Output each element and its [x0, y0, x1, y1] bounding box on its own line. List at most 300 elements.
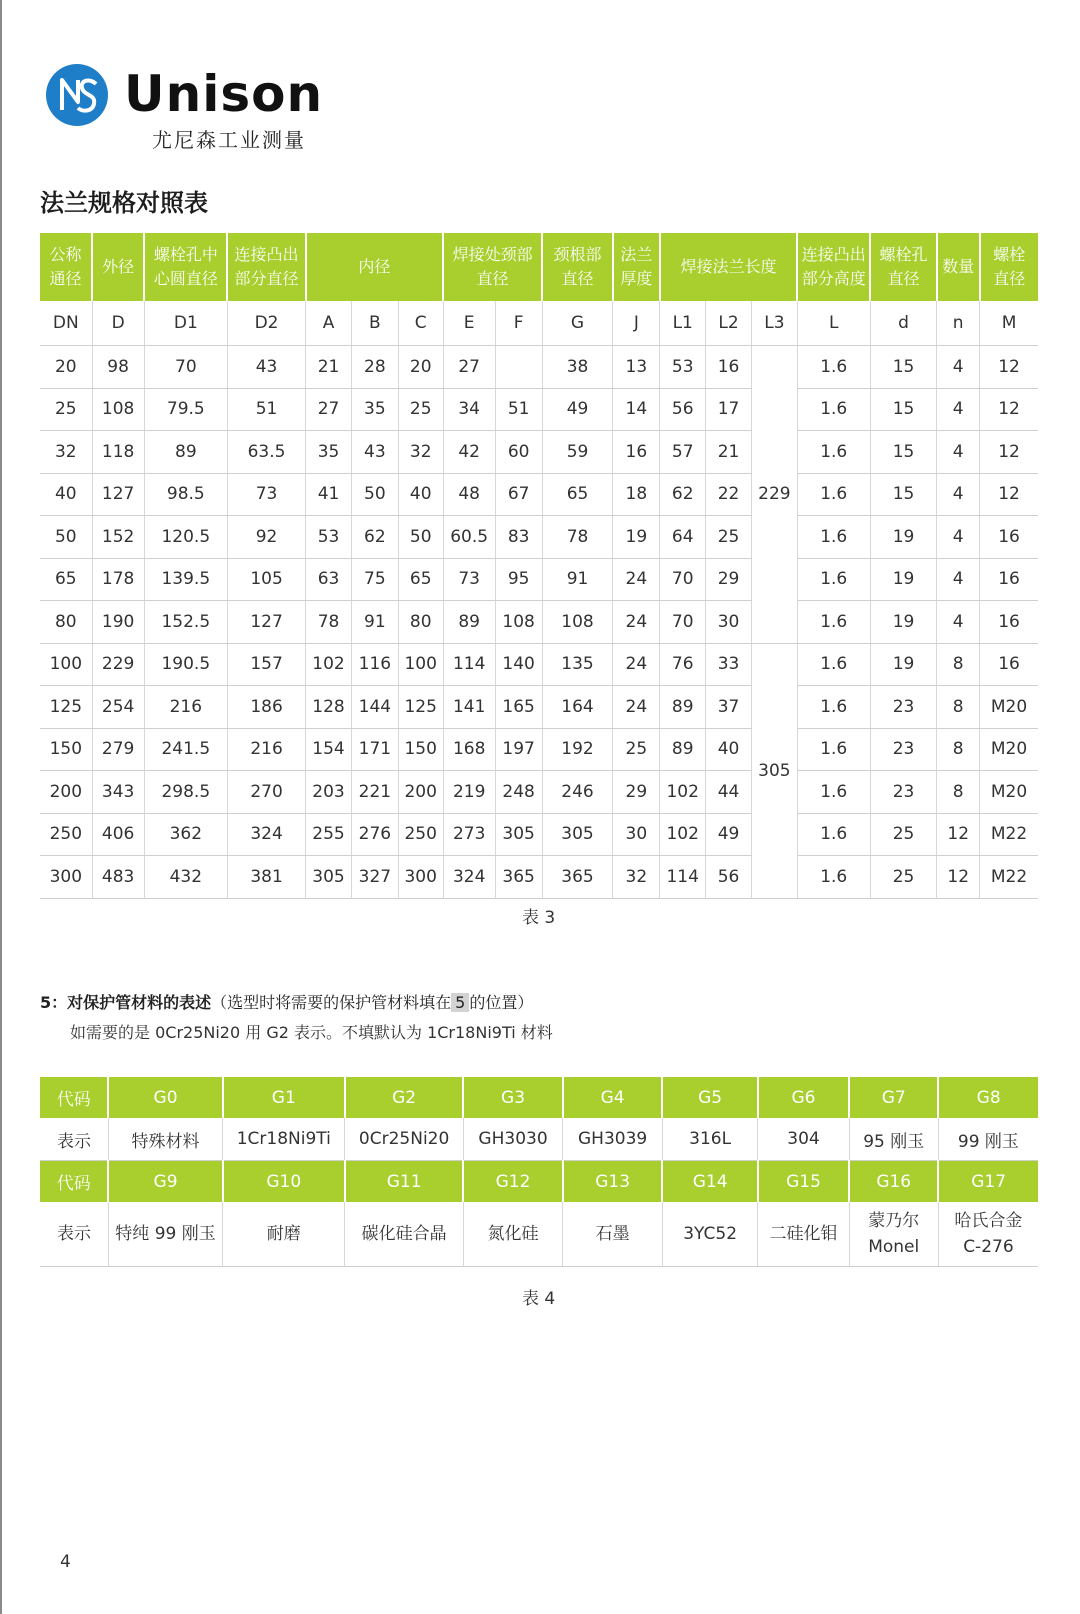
table-cell: 229 — [92, 643, 144, 686]
table-cell: 51 — [495, 388, 542, 431]
table-cell: 197 — [495, 728, 542, 771]
table-cell: 25 — [398, 388, 443, 431]
material-code-cell: G0 — [108, 1077, 222, 1118]
table-cell: 15 — [870, 431, 937, 474]
table-cell: 362 — [144, 813, 227, 856]
table-cell: 67 — [495, 473, 542, 516]
table-cell: 483 — [92, 856, 144, 899]
material-value-cell: 1Cr18Ni9Ti — [223, 1118, 345, 1161]
table-cell: 1.6 — [797, 856, 870, 899]
flange-spec-table — [40, 233, 1038, 899]
table-cell: 73 — [443, 558, 495, 601]
material-code-row — [40, 1161, 1038, 1203]
symbol-cell: D1 — [144, 301, 227, 346]
header-cell: 法兰 厚度 — [613, 233, 660, 301]
table-cell: 16 — [706, 346, 752, 389]
table-cell: 33 — [706, 643, 752, 686]
material-code-cell: G16 — [849, 1161, 938, 1203]
table-cell: 4 — [937, 346, 980, 389]
table-cell: 221 — [351, 771, 398, 814]
table-cell: 139.5 — [144, 558, 227, 601]
table-cell: 125 — [40, 686, 92, 729]
row-label: 代码 — [40, 1077, 108, 1118]
table-cell: 12 — [980, 431, 1038, 474]
header-cell: 连接凸出 部分高度 — [797, 233, 870, 301]
table-cell: 78 — [306, 601, 352, 644]
table-cell: M20 — [980, 771, 1038, 814]
symbol-cell: E — [443, 301, 495, 346]
table-cell: 305 — [306, 856, 352, 899]
table-cell: 73 — [227, 473, 305, 516]
material-code-cell: G13 — [563, 1161, 663, 1203]
table-cell: 157 — [227, 643, 305, 686]
header-cell: 内径 — [306, 233, 444, 301]
brand-name: Unison — [124, 65, 324, 123]
table-cell: 18 — [613, 473, 660, 516]
material-code-cell: G1 — [223, 1077, 345, 1118]
table-cell: 28 — [351, 346, 398, 389]
table-cell: 25 — [870, 813, 937, 856]
table-cell: 248 — [495, 771, 542, 814]
table-cell: 4 — [937, 601, 980, 644]
table-cell: 254 — [92, 686, 144, 729]
table-cell: 381 — [227, 856, 305, 899]
table-cell: 12 — [980, 473, 1038, 516]
table-cell: 141 — [443, 686, 495, 729]
table-cell: 219 — [443, 771, 495, 814]
table-cell: 324 — [227, 813, 305, 856]
header-cell: 连接凸出 部分直径 — [227, 233, 305, 301]
material-value-cell: GH3039 — [563, 1118, 663, 1161]
table-cell: 190 — [92, 601, 144, 644]
table-cell: 100 — [398, 643, 443, 686]
material-code-cell: G3 — [463, 1077, 563, 1118]
table-cell: 4 — [937, 388, 980, 431]
table-cell: 128 — [306, 686, 352, 729]
table-cell: 305 — [542, 813, 613, 856]
header-cell: 颈根部 直径 — [542, 233, 613, 301]
material-code-cell: G9 — [108, 1161, 222, 1203]
table-cell: 34 — [443, 388, 495, 431]
table-cell: 343 — [92, 771, 144, 814]
material-value-cell: 304 — [758, 1118, 849, 1161]
table-cell: 49 — [542, 388, 613, 431]
table-cell: 37 — [706, 686, 752, 729]
table-cell: 1.6 — [797, 346, 870, 389]
table-cell: 1.6 — [797, 643, 870, 686]
material-value-cell: 石墨 — [563, 1202, 663, 1267]
table-cell: 80 — [40, 601, 92, 644]
table-cell: 41 — [306, 473, 352, 516]
header-cell: 数量 — [937, 233, 980, 301]
table-row — [40, 771, 1038, 814]
table-cell: 12 — [980, 388, 1038, 431]
table-cell: 32 — [398, 431, 443, 474]
table-cell: 365 — [542, 856, 613, 899]
table-cell: 62 — [351, 516, 398, 559]
material-code-cell: G2 — [345, 1077, 463, 1118]
material-value-cell: 3YC52 — [662, 1202, 757, 1267]
material-value-row — [40, 1118, 1038, 1161]
table-cell: 16 — [980, 601, 1038, 644]
unison-logo — [44, 58, 364, 152]
header-cell: 外径 — [92, 233, 144, 301]
table-cell: 150 — [40, 728, 92, 771]
table-cell: 62 — [660, 473, 706, 516]
table-cell: 127 — [92, 473, 144, 516]
material-code-cell: G5 — [662, 1077, 757, 1118]
table-cell: 63.5 — [227, 431, 305, 474]
section-5-title-bold: 5：对保护管材料的表述 — [40, 993, 212, 1012]
table-cell: 70 — [144, 346, 227, 389]
material-value-cell: 碳化硅合晶 — [345, 1202, 463, 1267]
material-value-cell: 二硅化钼 — [758, 1202, 849, 1267]
table-cell: 64 — [660, 516, 706, 559]
table-cell: 140 — [495, 643, 542, 686]
row-label: 表示 — [40, 1202, 108, 1267]
table-cell: 23 — [870, 728, 937, 771]
table-cell: 14 — [613, 388, 660, 431]
table-cell: 241.5 — [144, 728, 227, 771]
table-cell: 92 — [227, 516, 305, 559]
l3-merged-cell: 229 — [751, 346, 797, 644]
table-cell: 78 — [542, 516, 613, 559]
table-cell: M20 — [980, 728, 1038, 771]
table-3-caption: 表 3 — [522, 908, 556, 928]
table-cell: 144 — [351, 686, 398, 729]
table-cell: 114 — [660, 856, 706, 899]
table-cell: 19 — [870, 601, 937, 644]
header-cell: 螺栓孔 直径 — [870, 233, 937, 301]
table-row — [40, 516, 1038, 559]
symbol-cell: L1 — [660, 301, 706, 346]
table-cell: 27 — [306, 388, 352, 431]
table-cell: 246 — [542, 771, 613, 814]
symbol-cell: B — [351, 301, 398, 346]
material-value-row — [40, 1202, 1038, 1267]
table-cell: 102 — [306, 643, 352, 686]
table-cell: 4 — [937, 473, 980, 516]
table-cell: 16 — [613, 431, 660, 474]
table-cell: 40 — [40, 473, 92, 516]
section-5-title-text-a: （选型时将需要的保护管材料填在 — [211, 993, 452, 1012]
row-label: 代码 — [40, 1161, 108, 1203]
table-cell: 4 — [937, 558, 980, 601]
table-cell: 8 — [937, 771, 980, 814]
page-number: 4 — [60, 1552, 71, 1572]
material-value-cell: 哈氏合金 C-276 — [938, 1202, 1038, 1267]
table-cell: 98.5 — [144, 473, 227, 516]
material-code-cell: G15 — [758, 1161, 849, 1203]
table-cell: 108 — [542, 601, 613, 644]
table-cell: 25 — [870, 856, 937, 899]
table-cell: 76 — [660, 643, 706, 686]
table-cell: 89 — [660, 686, 706, 729]
material-value-cell: 特殊材料 — [108, 1118, 222, 1161]
table-row — [40, 643, 1038, 686]
header-cell: 焊接法兰长度 — [660, 233, 797, 301]
table-cell: 65 — [40, 558, 92, 601]
table-cell: 40 — [398, 473, 443, 516]
table-row — [40, 686, 1038, 729]
symbol-cell: M — [980, 301, 1038, 346]
table-cell: 279 — [92, 728, 144, 771]
symbol-cell: D2 — [227, 301, 305, 346]
table-cell: 1.6 — [797, 771, 870, 814]
table-cell: 154 — [306, 728, 352, 771]
table-cell: 150 — [398, 728, 443, 771]
table-cell: 190.5 — [144, 643, 227, 686]
table-cell: 19 — [870, 643, 937, 686]
material-code-cell: G8 — [938, 1077, 1038, 1118]
table-cell: 116 — [351, 643, 398, 686]
table-cell: 53 — [660, 346, 706, 389]
table-cell: 12 — [980, 346, 1038, 389]
symbol-cell: L2 — [706, 301, 752, 346]
table-cell: 186 — [227, 686, 305, 729]
table-cell: 125 — [398, 686, 443, 729]
table-cell: 24 — [613, 686, 660, 729]
table-cell: 42 — [443, 431, 495, 474]
table-cell: 91 — [542, 558, 613, 601]
table-cell: 91 — [351, 601, 398, 644]
table-cell: 216 — [144, 686, 227, 729]
flange-table-body — [40, 301, 1038, 898]
table-cell: 12 — [937, 813, 980, 856]
table-cell: 327 — [351, 856, 398, 899]
table-cell: 20 — [40, 346, 92, 389]
symbol-cell: G — [542, 301, 613, 346]
symbol-cell: J — [613, 301, 660, 346]
table-cell: 24 — [613, 601, 660, 644]
table-cell: 38 — [542, 346, 613, 389]
table-cell: 29 — [706, 558, 752, 601]
table-cell: 56 — [706, 856, 752, 899]
table-cell: 19 — [870, 558, 937, 601]
row-label: 表示 — [40, 1118, 108, 1161]
table-row — [40, 601, 1038, 644]
table-cell: 105 — [227, 558, 305, 601]
table-cell: 1.6 — [797, 473, 870, 516]
table-cell: 16 — [980, 558, 1038, 601]
table-cell: 15 — [870, 473, 937, 516]
table-cell: 1.6 — [797, 431, 870, 474]
table-cell: 19 — [870, 516, 937, 559]
header-cell: 螺栓孔中 心圆直径 — [144, 233, 227, 301]
table-cell: 100 — [40, 643, 92, 686]
table-cell: 98 — [92, 346, 144, 389]
table-cell: 50 — [351, 473, 398, 516]
material-value-cell: 耐磨 — [223, 1202, 345, 1267]
flange-table-header-row — [40, 233, 1038, 301]
table-cell: 15 — [870, 388, 937, 431]
table-cell: 1.6 — [797, 728, 870, 771]
section-5-note: 如需要的是 0Cr25Ni20 用 G2 表示。不填默认为 1Cr18Ni9Ti 材料 — [70, 1023, 553, 1042]
table-cell: 89 — [660, 728, 706, 771]
material-value-cell: 氮化硅 — [463, 1202, 563, 1267]
table-4-caption: 表 4 — [522, 1289, 556, 1309]
table-cell: 365 — [495, 856, 542, 899]
page-title: 法兰规格对照表 — [40, 189, 208, 217]
table-cell: 60.5 — [443, 516, 495, 559]
table-row — [40, 856, 1038, 899]
symbol-cell: D — [92, 301, 144, 346]
table-cell: 192 — [542, 728, 613, 771]
table-cell: 43 — [227, 346, 305, 389]
table-cell: 65 — [398, 558, 443, 601]
table-cell: 56 — [660, 388, 706, 431]
table-row — [40, 431, 1038, 474]
table-cell: 25 — [613, 728, 660, 771]
table-cell: 8 — [937, 728, 980, 771]
table-cell: 21 — [706, 431, 752, 474]
table-cell: 200 — [40, 771, 92, 814]
table-cell: 70 — [660, 558, 706, 601]
section-5-highlight: 5 — [451, 993, 469, 1012]
table-cell: 25 — [706, 516, 752, 559]
table-row — [40, 813, 1038, 856]
material-value-cell: 特纯 99 刚玉 — [108, 1202, 222, 1267]
table-cell: 102 — [660, 771, 706, 814]
table-cell: 30 — [613, 813, 660, 856]
table-cell: 270 — [227, 771, 305, 814]
table-cell: 70 — [660, 601, 706, 644]
table-cell: 30 — [706, 601, 752, 644]
table-cell: 20 — [398, 346, 443, 389]
symbol-cell: DN — [40, 301, 92, 346]
table-cell: 13 — [613, 346, 660, 389]
table-cell: 216 — [227, 728, 305, 771]
table-cell: 65 — [542, 473, 613, 516]
symbol-cell: n — [937, 301, 980, 346]
header-cell: 公称 通径 — [40, 233, 92, 301]
page-left-border — [0, 0, 2, 1614]
table-cell: 108 — [92, 388, 144, 431]
table-cell: 15 — [870, 346, 937, 389]
table-cell: 432 — [144, 856, 227, 899]
table-cell: 19 — [613, 516, 660, 559]
symbol-cell: d — [870, 301, 937, 346]
material-code-cell: G11 — [345, 1161, 463, 1203]
table-cell: 29 — [613, 771, 660, 814]
table-cell: 83 — [495, 516, 542, 559]
table-cell: 1.6 — [797, 558, 870, 601]
table-cell: 1.6 — [797, 601, 870, 644]
symbol-cell: L3 — [751, 301, 797, 346]
flange-symbol-row — [40, 301, 1038, 346]
table-cell: 17 — [706, 388, 752, 431]
table-cell: 4 — [937, 431, 980, 474]
table-cell: 178 — [92, 558, 144, 601]
material-code-cell: G7 — [849, 1077, 938, 1118]
table-cell: 305 — [495, 813, 542, 856]
table-cell: 1.6 — [797, 516, 870, 559]
table-cell: 276 — [351, 813, 398, 856]
table-cell: 32 — [40, 431, 92, 474]
table-cell: 298.5 — [144, 771, 227, 814]
material-value-cell: 316L — [662, 1118, 757, 1161]
header-cell: 螺栓 直径 — [980, 233, 1038, 301]
table-cell: 89 — [144, 431, 227, 474]
table-cell: 32 — [613, 856, 660, 899]
material-code-cell: G17 — [938, 1161, 1038, 1203]
table-cell: 40 — [706, 728, 752, 771]
table-cell: 27 — [443, 346, 495, 389]
table-cell: 102 — [660, 813, 706, 856]
table-cell: 108 — [495, 601, 542, 644]
table-cell: 406 — [92, 813, 144, 856]
unison-logo-icon — [44, 62, 110, 128]
material-value-cell: 99 刚玉 — [938, 1118, 1038, 1161]
table-cell: 300 — [40, 856, 92, 899]
l3-merged-cell: 305 — [751, 643, 797, 898]
table-cell: 164 — [542, 686, 613, 729]
material-value-cell: GH3030 — [463, 1118, 563, 1161]
table-cell: 35 — [306, 431, 352, 474]
table-cell: 203 — [306, 771, 352, 814]
material-value-cell: 95 刚玉 — [849, 1118, 938, 1161]
material-code-cell: G10 — [223, 1161, 345, 1203]
table-cell: 23 — [870, 686, 937, 729]
table-cell: 21 — [306, 346, 352, 389]
table-cell: 8 — [937, 686, 980, 729]
table-cell: 95 — [495, 558, 542, 601]
table-cell: 200 — [398, 771, 443, 814]
table-cell: 60 — [495, 431, 542, 474]
material-value-cell: 0Cr25Ni20 — [345, 1118, 463, 1161]
table-cell: 168 — [443, 728, 495, 771]
table-cell: 8 — [937, 643, 980, 686]
header-cell: 焊接处颈部 直径 — [443, 233, 542, 301]
table-cell: 44 — [706, 771, 752, 814]
table-cell: 4 — [937, 516, 980, 559]
table-cell: 24 — [613, 643, 660, 686]
symbol-cell: L — [797, 301, 870, 346]
material-code-cell: G4 — [563, 1077, 663, 1118]
table-cell: 53 — [306, 516, 352, 559]
table-cell: 250 — [398, 813, 443, 856]
symbol-cell: A — [306, 301, 352, 346]
material-table-body — [40, 1077, 1038, 1267]
brand-subtitle: 尤尼森工业测量 — [152, 128, 306, 152]
symbol-cell: F — [495, 301, 542, 346]
table-cell: 57 — [660, 431, 706, 474]
table-cell: 16 — [980, 643, 1038, 686]
material-code-cell: G12 — [463, 1161, 563, 1203]
table-row — [40, 388, 1038, 431]
table-row — [40, 558, 1038, 601]
table-cell: 324 — [443, 856, 495, 899]
table-cell: 16 — [980, 516, 1038, 559]
table-cell: 1.6 — [797, 813, 870, 856]
table-cell — [495, 346, 542, 389]
table-cell: 255 — [306, 813, 352, 856]
table-cell: 250 — [40, 813, 92, 856]
table-cell: 50 — [398, 516, 443, 559]
table-cell: 23 — [870, 771, 937, 814]
table-cell: 165 — [495, 686, 542, 729]
table-cell: M22 — [980, 813, 1038, 856]
table-cell: 300 — [398, 856, 443, 899]
material-code-table — [40, 1077, 1038, 1267]
symbol-cell: C — [398, 301, 443, 346]
table-row — [40, 346, 1038, 389]
table-cell: 118 — [92, 431, 144, 474]
table-cell: 63 — [306, 558, 352, 601]
table-cell: 152.5 — [144, 601, 227, 644]
table-cell: 135 — [542, 643, 613, 686]
table-row — [40, 728, 1038, 771]
